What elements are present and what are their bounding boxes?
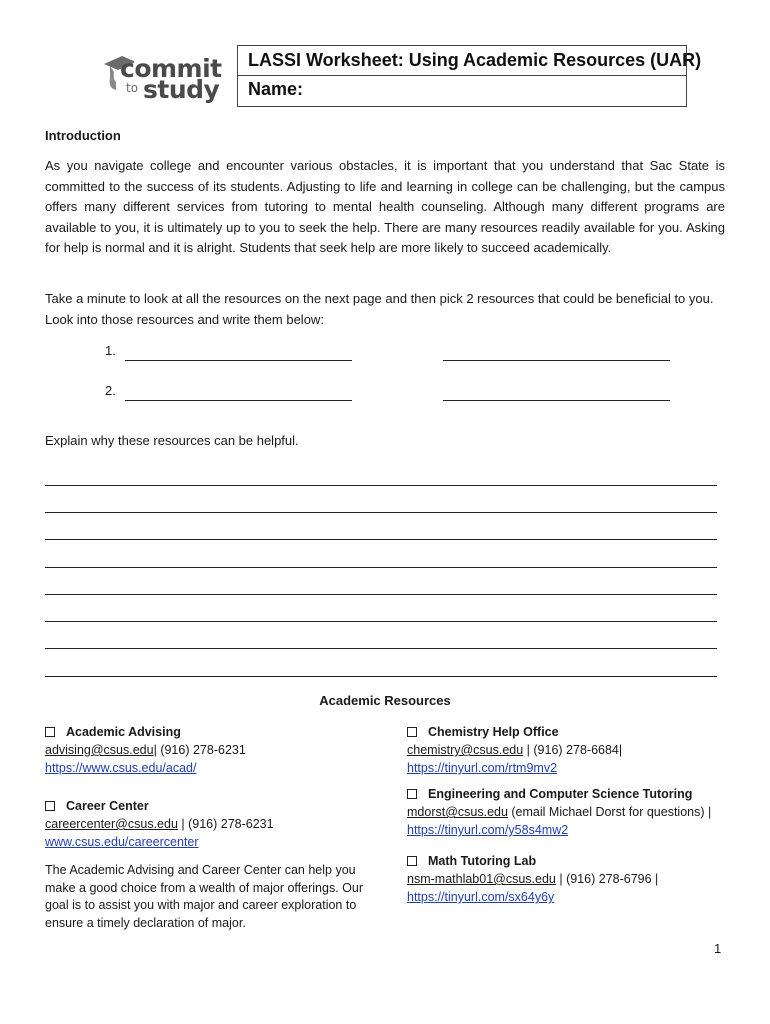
worksheet-header-box — [237, 45, 702, 107]
answer-line[interactable] — [45, 676, 717, 677]
resource-title: Academic Advising — [66, 725, 181, 739]
email-link[interactable]: advising@csus.edu — [45, 743, 154, 757]
checkbox-math-tutoring[interactable] — [407, 856, 417, 866]
resource-2-blank-b[interactable] — [443, 400, 670, 401]
resource-academic-advising — [45, 723, 365, 777]
phone-text: | (916) 278-6231 — [177, 817, 274, 831]
resource-title: Career Center — [66, 799, 149, 813]
website-link[interactable]: www.csus.edu/careercenter — [45, 835, 199, 849]
resource-career-center — [45, 797, 365, 851]
logo-word-commit: commit — [120, 54, 222, 83]
resource-math-tutoring — [407, 852, 727, 906]
phone-text: | (916) 278-6231 — [153, 743, 246, 757]
page-number: 1 — [714, 941, 722, 956]
answer-line[interactable] — [45, 567, 717, 568]
answer-line[interactable] — [45, 648, 717, 649]
logo-word-study: study — [143, 75, 220, 104]
email-link[interactable]: nsm-mathlab01@csus.edu — [407, 872, 556, 886]
explain-prompt: Explain why these resources can be helpful. — [45, 433, 299, 448]
instructions-paragraph: Take a minute to look at all the resources on the next page and then pick 2 resources that could be beneficial to you. Look into those resources and write them below: — [45, 291, 714, 327]
answer-line[interactable] — [45, 594, 717, 595]
advising-career-note: The Academic Advising and Career Center can help you make a good choice from a wealth of major offerings. Our goal is to assist you with major and career exploration to ensure a timely declaration of major. — [45, 863, 363, 930]
checkbox-chemistry-help[interactable] — [407, 727, 417, 737]
intro-paragraph: As you navigate college and encounter various obstacles, it is important that you understand that Sac State is committed to the success of its students. Adjusting to life and learning in college can be challenging, but the campus offers many different services from tutoring to mental health counseling. Although many different programs are available to you, it is ultimately up to you to seek the help. There are many resources readily available for you. Asking for help is normal and it is alright. Students that seek help are more likely to succeed academically. — [45, 158, 725, 255]
checkbox-career-center[interactable] — [45, 801, 55, 811]
phone-text: | (916) 278-6796 | — [555, 872, 659, 886]
resource-1-blank-a[interactable] — [125, 360, 352, 361]
intro-heading: Introduction — [45, 128, 121, 143]
resources-heading: Academic Resources — [319, 693, 451, 708]
resource-title: Engineering and Computer Science Tutoring — [428, 787, 693, 801]
resource-title: Math Tutoring Lab — [428, 854, 537, 868]
email-link[interactable]: mdorst@csus.edu — [407, 805, 508, 819]
email-link[interactable]: chemistry@csus.edu — [407, 743, 524, 757]
phone-text: (email Michael Dorst for questions) | — [507, 805, 712, 819]
website-link[interactable]: https://tinyurl.com/sx64y6y — [407, 890, 555, 904]
list-number-2: 2. — [105, 383, 116, 398]
resource-2-blank-a[interactable] — [125, 400, 352, 401]
email-link[interactable]: careercenter@csus.edu — [45, 817, 178, 831]
website-link[interactable]: https://www.csus.edu/acad/ — [45, 761, 197, 775]
resource-title: Chemistry Help Office — [428, 725, 559, 739]
answer-line[interactable] — [45, 485, 717, 486]
answer-line[interactable] — [45, 621, 717, 622]
resource-engineering-tutoring — [407, 785, 737, 839]
name-field[interactable]: Name: — [248, 79, 304, 99]
worksheet-title: LASSI Worksheet: Using Academic Resources (UAR) — [238, 46, 686, 76]
checkbox-engineering-tutoring[interactable] — [407, 789, 417, 799]
answer-line[interactable] — [45, 539, 717, 540]
website-link[interactable]: https://tinyurl.com/rtm9mv2 — [407, 761, 558, 775]
logo-word-to: to — [126, 81, 139, 95]
checkbox-academic-advising[interactable] — [45, 727, 55, 737]
answer-line[interactable] — [45, 512, 717, 513]
resource-1-blank-b[interactable] — [443, 360, 670, 361]
resource-chemistry-help — [407, 723, 727, 777]
website-link[interactable]: https://tinyurl.com/y58s4mw2 — [407, 823, 569, 837]
list-number-1: 1. — [105, 343, 116, 358]
phone-text: | (916) 278-6684| — [523, 743, 623, 757]
commit-to-study-logo — [100, 46, 220, 108]
